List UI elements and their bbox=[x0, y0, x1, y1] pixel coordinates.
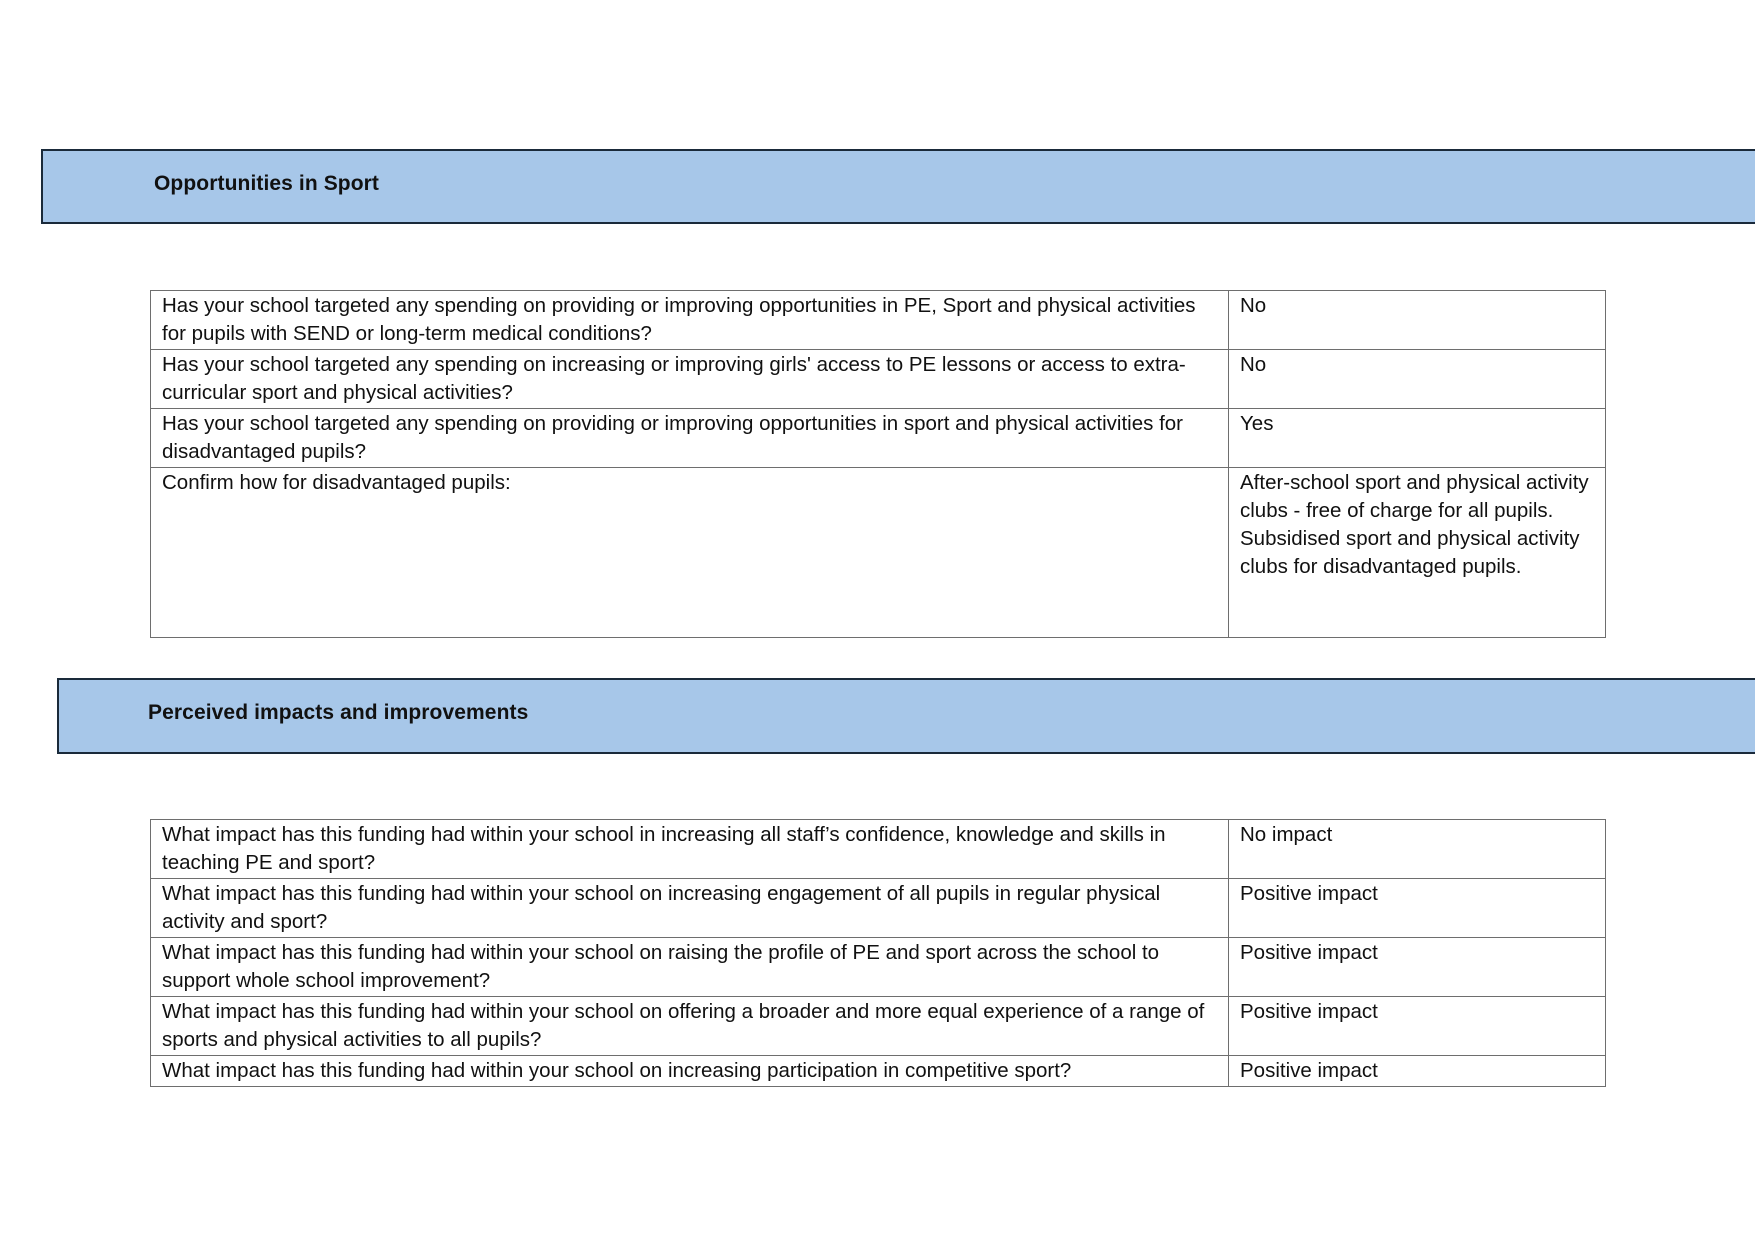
table-row bbox=[151, 879, 1606, 938]
question-cell: What impact has this funding had within your school on increasing participation in competitive sport? bbox=[151, 1056, 1229, 1087]
answer-line: Subsidised sport and physical activity clubs for disadvantaged pupils. bbox=[1240, 527, 1580, 578]
question-cell: What impact has this funding had within your school in increasing all staff’s confidence, knowledge and skills in teaching PE and sport? bbox=[151, 820, 1229, 879]
table-row bbox=[151, 350, 1606, 409]
section-header-opportunities bbox=[41, 149, 1755, 224]
question-cell: What impact has this funding had within your school on raising the profile of PE and sport across the school to support whole school improvement? bbox=[151, 938, 1229, 997]
question-cell: Has your school targeted any spending on providing or improving opportunities in sport and physical activities for disadvantaged pupils? bbox=[151, 409, 1229, 468]
answer-cell: Positive impact bbox=[1229, 1056, 1606, 1087]
section-title: Perceived impacts and improvements bbox=[148, 701, 529, 724]
answer-cell: Positive impact bbox=[1229, 879, 1606, 938]
table-row bbox=[151, 1056, 1606, 1087]
question-cell: What impact has this funding had within your school on increasing engagement of all pupils in regular physical activity and sport? bbox=[151, 879, 1229, 938]
table-row bbox=[151, 468, 1606, 638]
table-row bbox=[151, 997, 1606, 1056]
answer-cell: No bbox=[1229, 350, 1606, 409]
answer-cell: Positive impact bbox=[1229, 997, 1606, 1056]
section-header-impacts bbox=[57, 678, 1755, 754]
question-cell: Has your school targeted any spending on providing or improving opportunities in PE, Sport and physical activities for pupils with SEND or long-term medical conditions? bbox=[151, 291, 1229, 350]
table-row bbox=[151, 291, 1606, 350]
answer-cell: Yes bbox=[1229, 409, 1606, 468]
opportunities-table bbox=[150, 290, 1606, 638]
table-row bbox=[151, 938, 1606, 997]
section-title: Opportunities in Sport bbox=[154, 172, 380, 195]
question-cell: Has your school targeted any spending on increasing or improving girls' access to PE lessons or access to extra-curricular sport and physical activities? bbox=[151, 350, 1229, 409]
table-row bbox=[151, 409, 1606, 468]
answer-cell: No bbox=[1229, 291, 1606, 350]
impacts-table bbox=[150, 819, 1606, 1087]
answer-line: After-school sport and physical activity clubs - free of charge for all pupils. bbox=[1240, 471, 1589, 522]
table-row bbox=[151, 820, 1606, 879]
question-cell: What impact has this funding had within your school on offering a broader and more equal experience of a range of sports and physical activities to all pupils? bbox=[151, 997, 1229, 1056]
answer-cell: No impact bbox=[1229, 820, 1606, 879]
answer-cell: Positive impact bbox=[1229, 938, 1606, 997]
question-cell: Confirm how for disadvantaged pupils: bbox=[151, 468, 1229, 638]
answer-cell bbox=[1229, 468, 1606, 638]
